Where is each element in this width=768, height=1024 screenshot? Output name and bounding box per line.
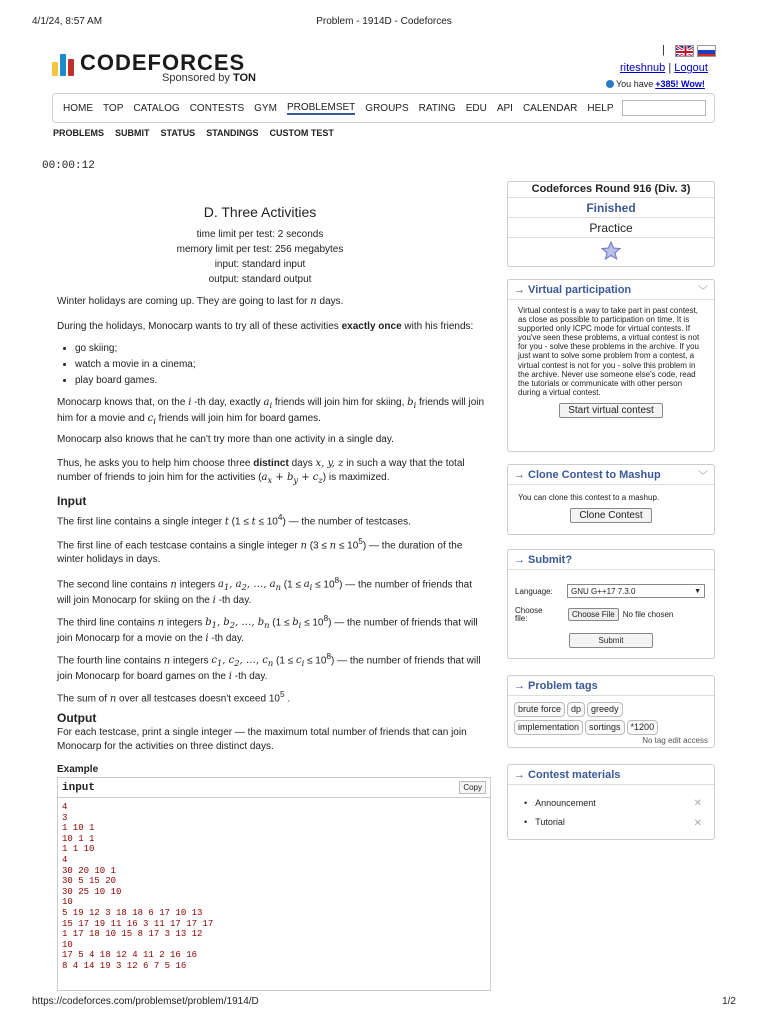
no-file-text: No file chosen [622, 610, 674, 619]
material-tutorial-link[interactable]: Tutorial [535, 817, 565, 827]
input-type: input: standard input [214, 259, 306, 270]
example-input-header [58, 778, 490, 798]
choose-file-button[interactable]: Choose File [568, 608, 619, 621]
statement-para-5: Thus, he asks you to help him choose three distinct days x, y, z in such a way that the total number of friends to join him for the activities $(a_x + b_y + c_z)$ is maximized. [57, 458, 465, 485]
bullet-icon: • [524, 798, 528, 808]
input-para-2: The first line of each testcase contains a single integer n $(3 \le n \le 10^5)$ — the duration of the winter holidays in days. [57, 536, 463, 566]
output-heading: Output [57, 711, 97, 725]
virtual-participation-title: → Virtual participation [514, 283, 632, 296]
nav-home[interactable]: HOME [63, 102, 93, 114]
clone-contest-title: → Clone Contest to Mashup [514, 468, 661, 481]
nav-rating[interactable]: RATING [418, 102, 456, 114]
main-navbar [52, 93, 715, 123]
logo-wordmark: CODEFORCES [80, 50, 246, 75]
nav-catalog[interactable]: CATALOG [133, 102, 180, 114]
statement-para-4: Monocarp also knows that he can't try more than one activity in a single day. [57, 434, 394, 445]
material-announcement-link[interactable]: Announcement [535, 798, 596, 808]
contest-mode: Practice [508, 218, 714, 238]
contest-name[interactable]: Codeforces Round 916 (Div. 3) [508, 182, 714, 198]
activities-list [57, 342, 487, 390]
subnav-custom-test[interactable]: CUSTOM TEST [269, 128, 334, 138]
material-item[interactable] [524, 817, 565, 827]
points-link[interactable]: +385! Wow! [655, 79, 705, 89]
subnav-submit[interactable]: SUBMIT [115, 128, 150, 138]
contest-materials-box [507, 764, 715, 840]
nav-calendar[interactable]: CALENDAR [522, 102, 578, 114]
countdown-timer: 00:00:12 [42, 160, 95, 172]
nav-api[interactable]: API [496, 102, 513, 114]
start-virtual-contest-button[interactable]: Start virtual contest [559, 403, 663, 418]
close-icon: ✕ [693, 798, 702, 809]
list-item: • play board games. [75, 374, 487, 388]
language-label: Language: [515, 587, 553, 596]
flag-separator: | [662, 44, 665, 56]
copy-button[interactable]: Copy [459, 781, 486, 794]
you-have-label: You have [616, 79, 654, 89]
sub-navbar [53, 128, 334, 138]
contest-info-box [507, 181, 715, 267]
statement-para-3: Monocarp knows that, on the i -th day, exactly $a_i$ friends will join him for skiing, $b_i$ friends will join him for a movie and $c_i$ friends will join him for board games. [57, 397, 485, 426]
nav-groups[interactable]: GROUPS [365, 102, 409, 114]
example-input-box [57, 777, 491, 991]
submit-title: → Submit? [514, 553, 573, 566]
input-para-6: The sum of n over all testcases doesn't exceed $10^5$ . [57, 689, 291, 705]
problem-tags-box [507, 675, 715, 748]
time-limit: time limit per test: 2 seconds [196, 229, 324, 240]
submit-button[interactable]: Submit [569, 633, 653, 648]
list-item: • go skiing; [75, 342, 487, 356]
print-url: https://codeforces.com/problemset/problem/1914/D [32, 996, 259, 1007]
user-links [620, 62, 708, 74]
sponsor-line [162, 72, 256, 84]
nav-edu[interactable]: EDU [465, 102, 487, 114]
contest-materials-title: → Contest materials [514, 768, 621, 781]
points-icon [606, 80, 614, 88]
example-input-title: input [62, 781, 96, 794]
print-title: Problem - 1914D - Codeforces [316, 16, 452, 27]
output-type: output: standard output [208, 274, 312, 285]
english-flag-icon[interactable] [675, 45, 694, 57]
subnav-status[interactable]: STATUS [160, 128, 196, 138]
logo-bars-icon [52, 54, 74, 76]
clone-contest-box [507, 464, 715, 535]
nav-contests[interactable]: CONTESTS [189, 102, 245, 114]
virtual-participation-text: Virtual contest is a way to take part in past contest, as close as possible to participation on time. It is supported only ICPC mode for virtual contests. If you've seen these problems, a virtual contest is not for you - solve these problems in the archive. If you just want to solve some problem from a contest, a virtual contest is not for you - solve this problem in the archive. Never use someone else's code, read the tutorials or communicate with other person during a virtual contest. [518, 306, 700, 397]
subnav-standings[interactable]: STANDINGS [206, 128, 259, 138]
statement-para-1: Winter holidays are coming up. They are going to last for n days. [57, 296, 344, 307]
submit-box [507, 549, 715, 659]
output-para: For each testcase, print a single integer — the maximum total number of friends that can join Monocarp for the activities on three distinct days. [57, 727, 467, 752]
print-datetime: 4/1/24, 8:57 AM [32, 16, 103, 27]
choose-file-label: Choose file: [515, 606, 543, 623]
print-page-number: 1/2 [722, 996, 736, 1007]
problem-tags-header [508, 676, 714, 696]
tag-edit-note: No tag edit access [642, 736, 708, 745]
username-link[interactable]: riteshnub [620, 62, 666, 74]
memory-limit: memory limit per test: 256 megabytes [176, 244, 344, 255]
points-line [606, 79, 705, 89]
material-item[interactable] [524, 798, 596, 808]
submit-header [508, 550, 714, 570]
user-divider: | [668, 62, 672, 74]
language-select[interactable] [567, 584, 705, 598]
nav-problemset[interactable]: PROBLEMSET [286, 101, 356, 113]
logout-link[interactable]: Logout [674, 62, 708, 74]
nav-gym[interactable]: GYM [254, 102, 277, 114]
example-label: Example [57, 764, 99, 775]
problem-tags-title: → Problem tags [514, 679, 598, 692]
bullet-icon: • [524, 817, 528, 827]
statement-para-2: During the holidays, Monocarp wants to try all of these activities exactly once with his friends: [57, 321, 474, 332]
search-input[interactable] [622, 100, 706, 116]
contest-materials-header [508, 765, 714, 785]
example-input-text: 4 3 1 10 1 10 1 1 1 1 10 4 30 20 10 1 30 5 15 20 30 25 10 10 10 5 19 12 3 18 18 6 17 10 13 15 17 19 11 16 3 11 17 17 17 1 17 18 10 15 8 17 3 13 12 10 17 5 4 18 12 4 11 2 16 16 8 4 14 19 3 12 6 7 5 16 [62, 802, 214, 971]
tag-sortings[interactable]: sortings [585, 720, 625, 735]
tag-list [508, 696, 714, 738]
list-item: • watch a movie in a cinema; [75, 358, 487, 372]
russian-flag-icon[interactable] [697, 45, 716, 57]
nav-help[interactable]: HELP [587, 102, 614, 114]
chevron-down-icon[interactable]: ﹀ [698, 286, 708, 297]
tag-brute-force[interactable]: brute force [514, 702, 565, 717]
subnav-problems[interactable]: PROBLEMS [53, 128, 105, 138]
virtual-participation-header[interactable] [508, 280, 714, 300]
language-select-value: GNU G++17 7.3.0 [571, 586, 636, 596]
close-icon: ✕ [693, 818, 702, 829]
sponsor-name: TON [232, 72, 256, 84]
favourite-star-icon[interactable] [508, 238, 714, 263]
virtual-participation-box [507, 279, 715, 452]
tag-implementation[interactable]: implementation [514, 720, 583, 735]
chevron-down-icon[interactable]: ﹀ [698, 471, 708, 482]
clone-contest-button[interactable]: Clone Contest [570, 508, 651, 523]
file-picker[interactable] [568, 608, 673, 621]
problem-title: D. Three Activities [203, 204, 317, 220]
contest-status: Finished [508, 198, 714, 218]
input-para-4: The third line contains n integers $b_1$, $b_2$, …, $b_n$ $(1 \le b_i \le 10^8)$ — the number of friends that will join Monocarp for a movie on the i -th day. [57, 613, 478, 645]
tag-greedy[interactable]: greedy [587, 702, 623, 717]
nav-top[interactable]: TOP [103, 102, 124, 114]
input-para-3: The second line contains n integers $a_1$, $a_2$, …, $a_n$ $(1 \le a_i \le 10^8)$ — the number of friends that will join Monocarp for skiing on the i -th day. [57, 575, 472, 607]
tag-dp[interactable]: dp [567, 702, 585, 717]
sponsored-label: Sponsored by [162, 72, 230, 84]
clone-contest-header[interactable] [508, 465, 714, 485]
clone-contest-text: You can clone this contest to a mashup. [518, 493, 660, 502]
input-para-5: The fourth line contains n integers $c_1$, $c_2$, …, $c_n$ $(1 \le c_i \le 10^8)$ — the number of friends that will join Monocarp for board games on the i -th day. [57, 651, 481, 683]
input-para-1: The first line contains a single integer t $(1 \le t \le 10^4)$ — the number of testcases. [57, 512, 411, 528]
tag-difficulty[interactable]: *1200 [627, 720, 659, 735]
chevron-down-icon: ▼ [694, 587, 701, 595]
input-heading: Input [57, 494, 87, 508]
